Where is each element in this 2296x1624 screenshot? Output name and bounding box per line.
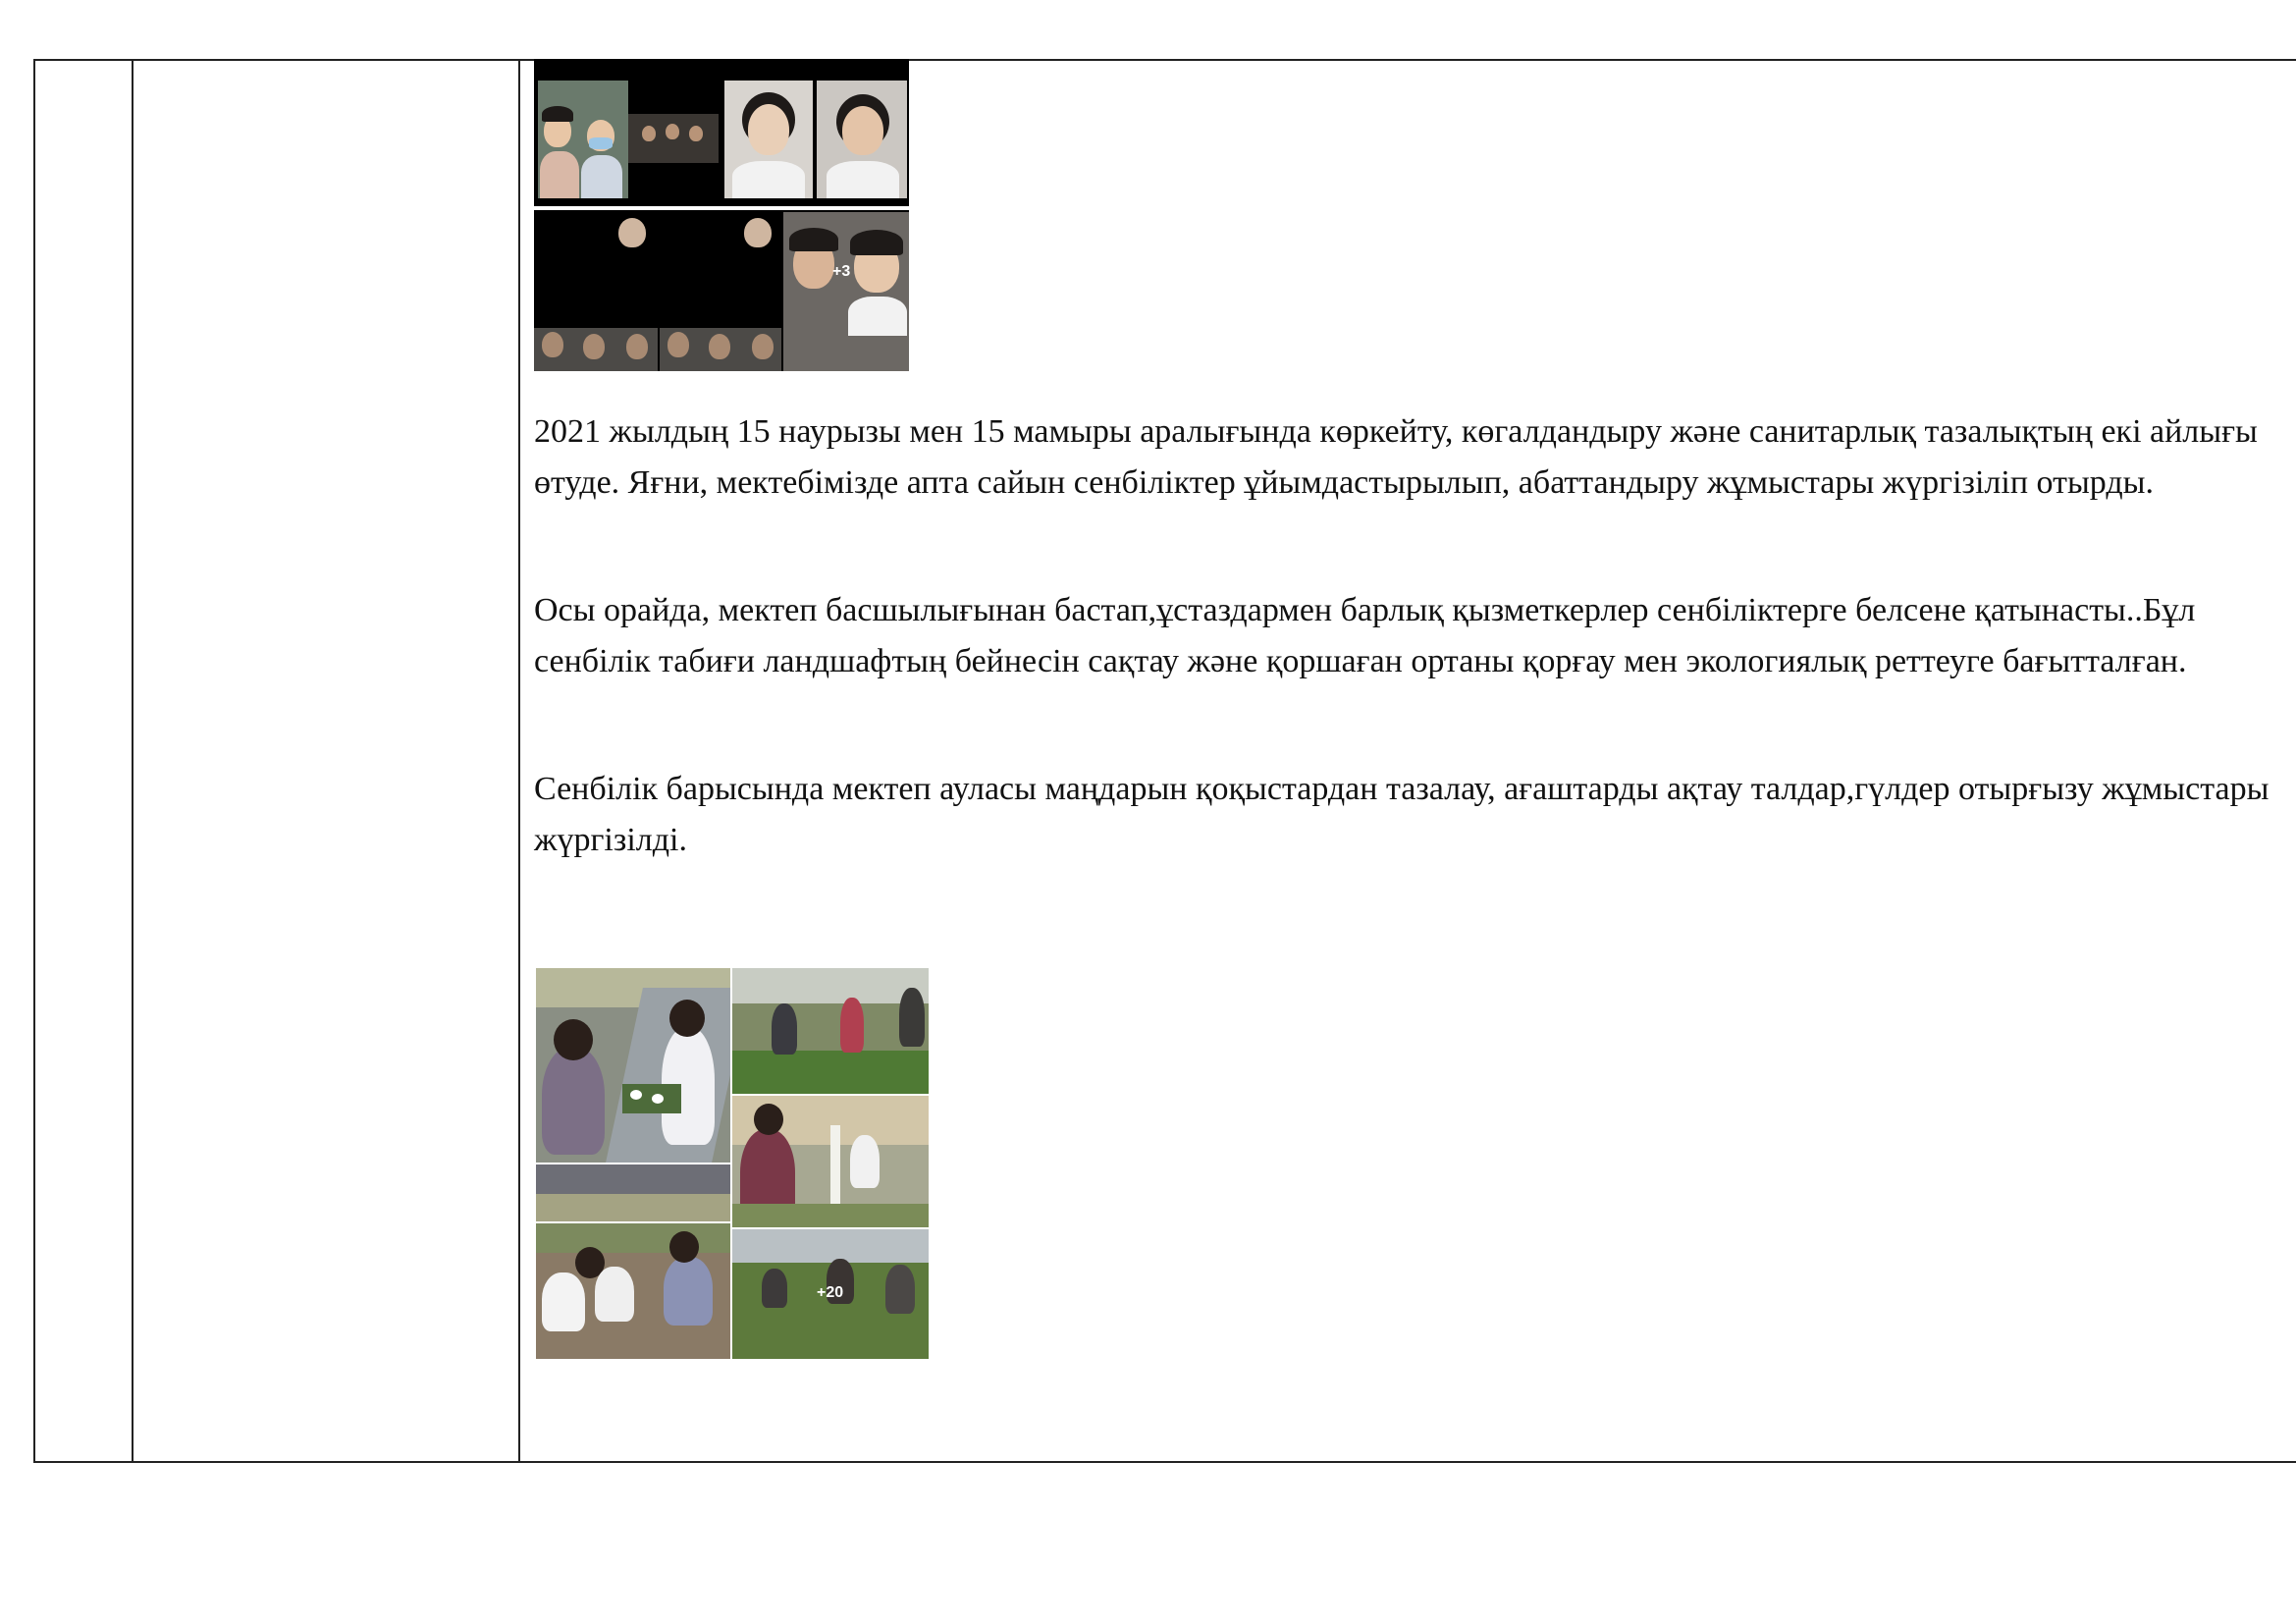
paragraph: Осы орайда, мектеп басшылығынан бастап,ұстаздармен барлық қызметкерлер сенбіліктерге белсене қатынасты..Бұл сенбілік табиғи ландшафтың бейнесін сақтау және қоршаған ортаны қорғау мен экологиялық реттеуге бағытталған. [534,592,2196,679]
table-frame [33,59,2296,1463]
photo-tile [536,968,730,1163]
column-divider [518,61,520,1461]
photo-tile [732,1229,929,1359]
participant-tile [534,212,658,371]
paragraph: 2021 жылдың 15 наурызы мен 15 мамыры аралығында көркейту, көгалдандыру және санитарлық тазалықтың екі айлығы өтуде. Яғни, мектебімізде апта сайын сенбіліктер ұйымдастырылып, абаттандыру жұмыстары жүргізіліп отырды. [534,413,2258,501]
subbotnik-collage-image [534,966,931,1361]
column-divider [132,61,133,1461]
photo-tile [536,1223,730,1359]
paragraph: Сенбілік барысында мектеп ауласы маңдарын қоқыстардан тазалау, ағаштарды ақтау талдар,гүлдер отырғызу жұмыстары жүргізілді. [534,771,2269,858]
participant-tile [538,81,628,198]
participant-tile [817,81,907,198]
photo-tile [732,1096,929,1227]
photo-tile [536,1164,730,1221]
participant-tile [724,81,813,198]
participant-tile [628,114,719,163]
more-photos-badge: +20 [817,1284,844,1301]
video-call-collage-image [534,59,909,371]
photo-tile [732,968,929,1094]
more-participants-badge: +3 [832,263,851,280]
participant-tile [783,212,909,371]
participant-tile [660,212,781,371]
